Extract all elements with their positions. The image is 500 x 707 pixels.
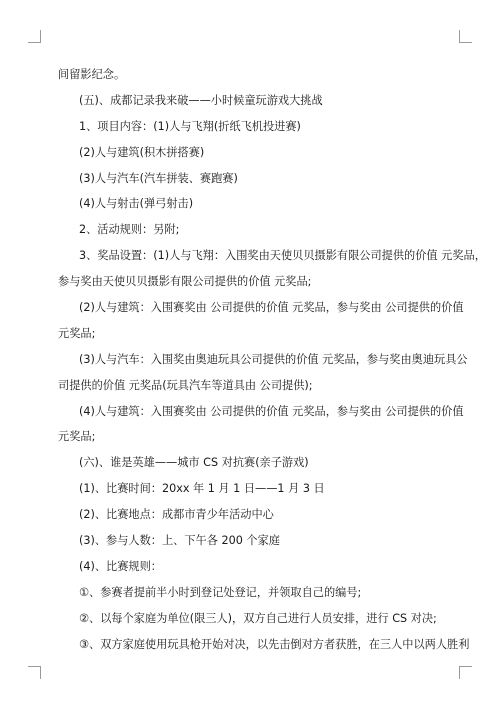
text-line: 间留影纪念。 xyxy=(58,68,126,81)
text-line: 司提供的价值 元奖品(玩具汽车等道具由 公司提供); xyxy=(58,378,313,392)
text-line: (4)人与射击(弹弓射击) xyxy=(79,197,194,211)
crop-mark-bottom-left xyxy=(28,666,41,679)
document-body xyxy=(58,62,486,657)
crop-mark-top-right xyxy=(459,30,472,43)
text-line: (2)人与建筑：入围赛奖由 公司提供的价值 元奖品，参与奖由 公司提供的价值 xyxy=(79,301,464,315)
text-line: ①、参赛者提前半小时到登记处登记，并领取自己的编号; xyxy=(79,585,362,599)
text-line: 参与奖由天使贝贝摄影有限公司提供的价值 元奖品; xyxy=(58,275,312,289)
text-line: (2)、比赛地点：成都市青少年活动中心 xyxy=(79,508,274,522)
text-line: 元奖品; xyxy=(58,326,96,340)
section-heading: (六)、谁是英雄——城市 CS 对抗赛(亲子游戏) xyxy=(79,456,309,470)
text-line: (1)、比赛时间：20xx 年 1 月 1 日——1 月 3 日 xyxy=(79,482,325,496)
text-line: (2)人与建筑(积木拼搭赛) xyxy=(79,145,205,159)
text-line: (3)人与汽车：入围奖由奥迪玩具公司提供的价值 元奖品，参与奖由奥迪玩具公 xyxy=(79,352,468,366)
crop-mark-top-left xyxy=(28,30,41,43)
text-line: (3)人与汽车(汽车拼装、赛跑赛) xyxy=(79,171,238,185)
text-line: ③、双方家庭使用玩具枪开始对决，以先击倒对方者获胜，在三人中以两人胜利 xyxy=(79,637,470,651)
text-line: ②、以每个家庭为单位(限三人)，双方自己进行人员安排，进行 CS 对决; xyxy=(79,611,437,625)
text-line: (4)、比赛规则： xyxy=(79,559,162,573)
text-line: 元奖品; xyxy=(58,430,96,444)
section-heading: (五)、成都记录我来破——小时候童玩游戏大挑战 xyxy=(79,93,323,107)
crop-mark-bottom-right xyxy=(459,666,472,679)
text-line: 1、项目内容：(1)人与飞翔(折纸飞机投进赛) xyxy=(79,119,301,133)
text-line: (3)、参与人数：上、下午各 200 个家庭 xyxy=(79,534,280,548)
text-line: 3、奖品设置：(1)人与飞翔：入围奖由天使贝贝摄影有限公司提供的价值 元奖品， xyxy=(79,249,486,263)
text-line: (4)人与建筑：入围赛奖由 公司提供的价值 元奖品，参与奖由 公司提供的价值 xyxy=(79,404,464,418)
text-line: 2、活动规则：另附; xyxy=(79,223,180,237)
